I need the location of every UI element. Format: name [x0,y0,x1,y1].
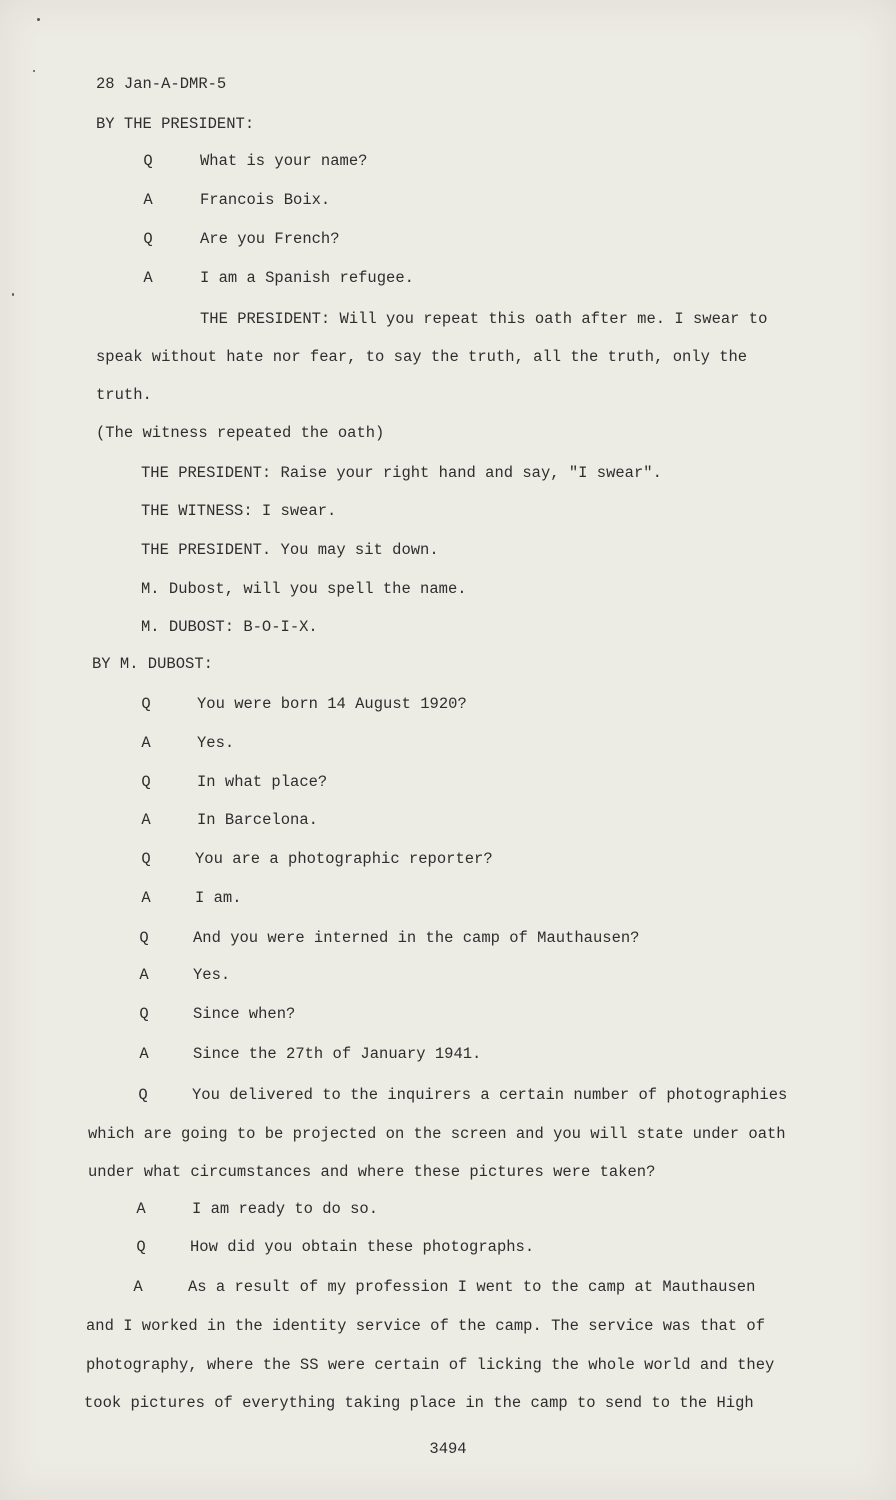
answer-text: Since the 27th of January 1941. [193,1045,482,1063]
speaker-a: A [141,734,151,752]
speaker-q: Q [139,929,149,947]
speaker-a: A [139,1045,149,1063]
speaker-a: A [143,191,153,209]
answer-text: As a result of my profession I went to the camp at Mauthausen [188,1278,756,1296]
oath-line: truth. [96,386,152,404]
speaker-q: Q [141,695,151,713]
question-text: You delivered to the inquirers a certain number of photographies [192,1086,788,1104]
speaker-q: Q [141,773,151,791]
answer-text: Yes. [197,734,235,752]
speaker-a: A [139,966,149,984]
president-statement: THE PRESIDENT: Raise your right hand and say, "I swear". [141,464,662,482]
paper-speck [37,18,40,21]
speaker-q: Q [143,152,153,170]
answer-text: I am a Spanish refugee. [200,269,414,287]
oath-line: speak without hate nor fear, to say the truth, all the truth, only the [96,348,748,366]
question-text: You are a photographic reporter? [195,850,493,868]
answer-text: Francois Boix. [200,191,331,209]
answer-text: I am. [195,889,242,907]
page-number: 3494 [429,1440,467,1458]
question-text: which are going to be projected on the screen and you will state under oath [88,1125,786,1143]
question-text: under what circumstances and where these pictures were taken? [88,1163,656,1181]
speaker-q: Q [136,1238,146,1256]
answer-text: photography, where the SS were certain of licking the whole world and they [86,1356,775,1374]
dubost-statement: M. DUBOST: B-O-I-X. [141,618,318,636]
answer-text: I am ready to do so. [192,1200,379,1218]
speaker-a: A [133,1278,143,1296]
question-text: How did you obtain these photographs. [190,1238,535,1256]
question-text: What is your name? [200,152,368,170]
president-statement: M. Dubost, will you spell the name. [141,580,467,598]
by-president-heading: BY THE PRESIDENT: [96,115,255,133]
speaker-q: Q [138,1086,148,1104]
page-id: 28 Jan-A-DMR-5 [96,75,227,93]
question-text: And you were interned in the camp of Mauthausen? [193,929,640,947]
president-statement: THE PRESIDENT. You may sit down. [141,541,439,559]
question-text: Are you French? [200,230,340,248]
speaker-a: A [141,889,151,907]
answer-text: Yes. [193,966,231,984]
question-text: In what place? [197,773,328,791]
answer-text: took pictures of everything taking place in the camp to send to the High [84,1394,754,1412]
by-dubost-heading: BY M. DUBOST: [92,655,213,673]
speaker-a: A [141,811,151,829]
speaker-a: A [136,1200,146,1218]
speaker-q: Q [139,1005,149,1023]
oath-line: THE PRESIDENT: Will you repeat this oath after me. I swear to [200,310,768,328]
witness-statement: THE WITNESS: I swear. [141,502,337,520]
speaker-q: Q [141,850,151,868]
question-text: You were born 14 August 1920? [197,695,467,713]
answer-text: and I worked in the identity service of the camp. The service was that of [86,1317,766,1335]
paper-speck [12,293,14,296]
paper-speck [33,70,35,72]
answer-text: In Barcelona. [197,811,318,829]
speaker-q: Q [143,230,153,248]
question-text: Since when? [193,1005,296,1023]
stage-note: (The witness repeated the oath) [96,424,385,442]
speaker-a: A [143,269,153,287]
